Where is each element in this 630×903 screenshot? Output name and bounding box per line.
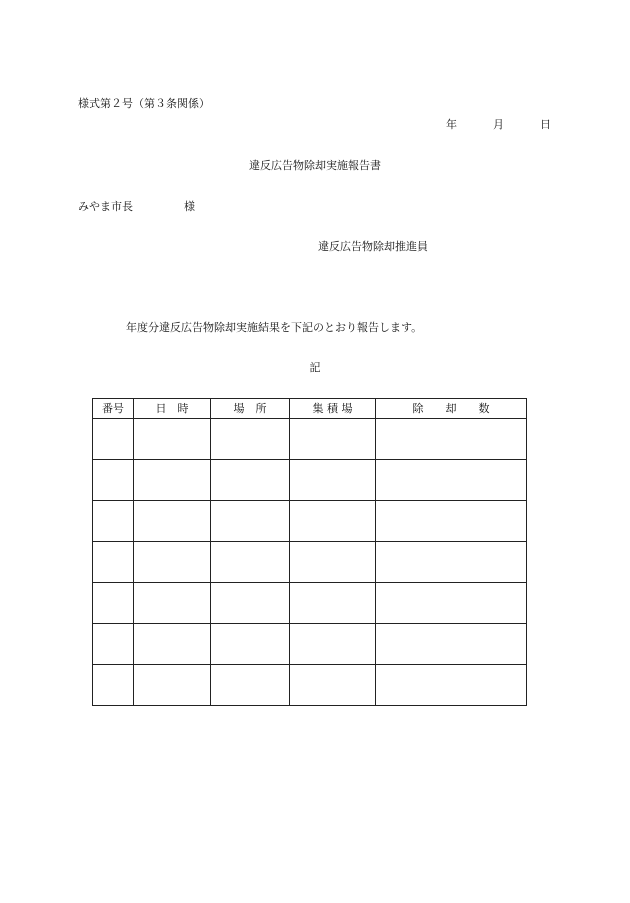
cell-place[interactable] — [211, 501, 290, 542]
table-header-row — [93, 399, 527, 419]
cell-collection-site[interactable] — [290, 542, 376, 583]
date-month-label: 月 — [493, 118, 504, 131]
cell-datetime[interactable] — [134, 583, 211, 624]
addressee-honorific: 様 — [184, 200, 195, 213]
addressee: みやま市長 — [78, 200, 133, 213]
body-text: 年度分違反広告物除却実施結果を下記のとおり報告します。 — [126, 321, 423, 334]
cell-number[interactable] — [93, 542, 134, 583]
table-row — [93, 665, 527, 706]
cell-collection-site[interactable] — [290, 501, 376, 542]
cell-place[interactable] — [211, 583, 290, 624]
table-row — [93, 460, 527, 501]
cell-removal-count[interactable] — [376, 501, 527, 542]
header-removal-count: 除 却 数 — [376, 399, 527, 419]
header-number: 番号 — [93, 399, 134, 419]
cell-removal-count[interactable] — [376, 665, 527, 706]
cell-removal-count[interactable] — [376, 460, 527, 501]
table-row — [93, 624, 527, 665]
document-title: 違反広告物除却実施報告書 — [249, 159, 381, 172]
report-table — [92, 398, 527, 706]
table-row — [93, 419, 527, 460]
header-collection-site: 集 積 場 — [290, 399, 376, 419]
header-place: 場 所 — [211, 399, 290, 419]
cell-number[interactable] — [93, 501, 134, 542]
cell-collection-site[interactable] — [290, 624, 376, 665]
table-row — [93, 583, 527, 624]
cell-number[interactable] — [93, 624, 134, 665]
table-row — [93, 542, 527, 583]
cell-removal-count[interactable] — [376, 624, 527, 665]
table-row — [93, 501, 527, 542]
cell-collection-site[interactable] — [290, 583, 376, 624]
cell-datetime[interactable] — [134, 501, 211, 542]
ki-heading: 記 — [309, 361, 321, 374]
cell-datetime[interactable] — [134, 460, 211, 501]
cell-number[interactable] — [93, 419, 134, 460]
cell-number[interactable] — [93, 665, 134, 706]
cell-number[interactable] — [93, 583, 134, 624]
date-year-label: 年 — [446, 118, 457, 131]
cell-number[interactable] — [93, 460, 134, 501]
cell-datetime[interactable] — [134, 624, 211, 665]
cell-datetime[interactable] — [134, 419, 211, 460]
cell-place[interactable] — [211, 542, 290, 583]
cell-removal-count[interactable] — [376, 419, 527, 460]
cell-collection-site[interactable] — [290, 665, 376, 706]
cell-removal-count[interactable] — [376, 542, 527, 583]
cell-place[interactable] — [211, 419, 290, 460]
cell-place[interactable] — [211, 460, 290, 501]
form-number: 様式第２号（第３条関係） — [78, 97, 210, 110]
sender-title: 違反広告物除却推進員 — [318, 240, 428, 253]
cell-place[interactable] — [211, 665, 290, 706]
cell-datetime[interactable] — [134, 665, 211, 706]
date-day-label: 日 — [540, 118, 551, 131]
cell-place[interactable] — [211, 624, 290, 665]
cell-datetime[interactable] — [134, 542, 211, 583]
cell-collection-site[interactable] — [290, 419, 376, 460]
cell-collection-site[interactable] — [290, 460, 376, 501]
header-datetime: 日 時 — [134, 399, 211, 419]
cell-removal-count[interactable] — [376, 583, 527, 624]
